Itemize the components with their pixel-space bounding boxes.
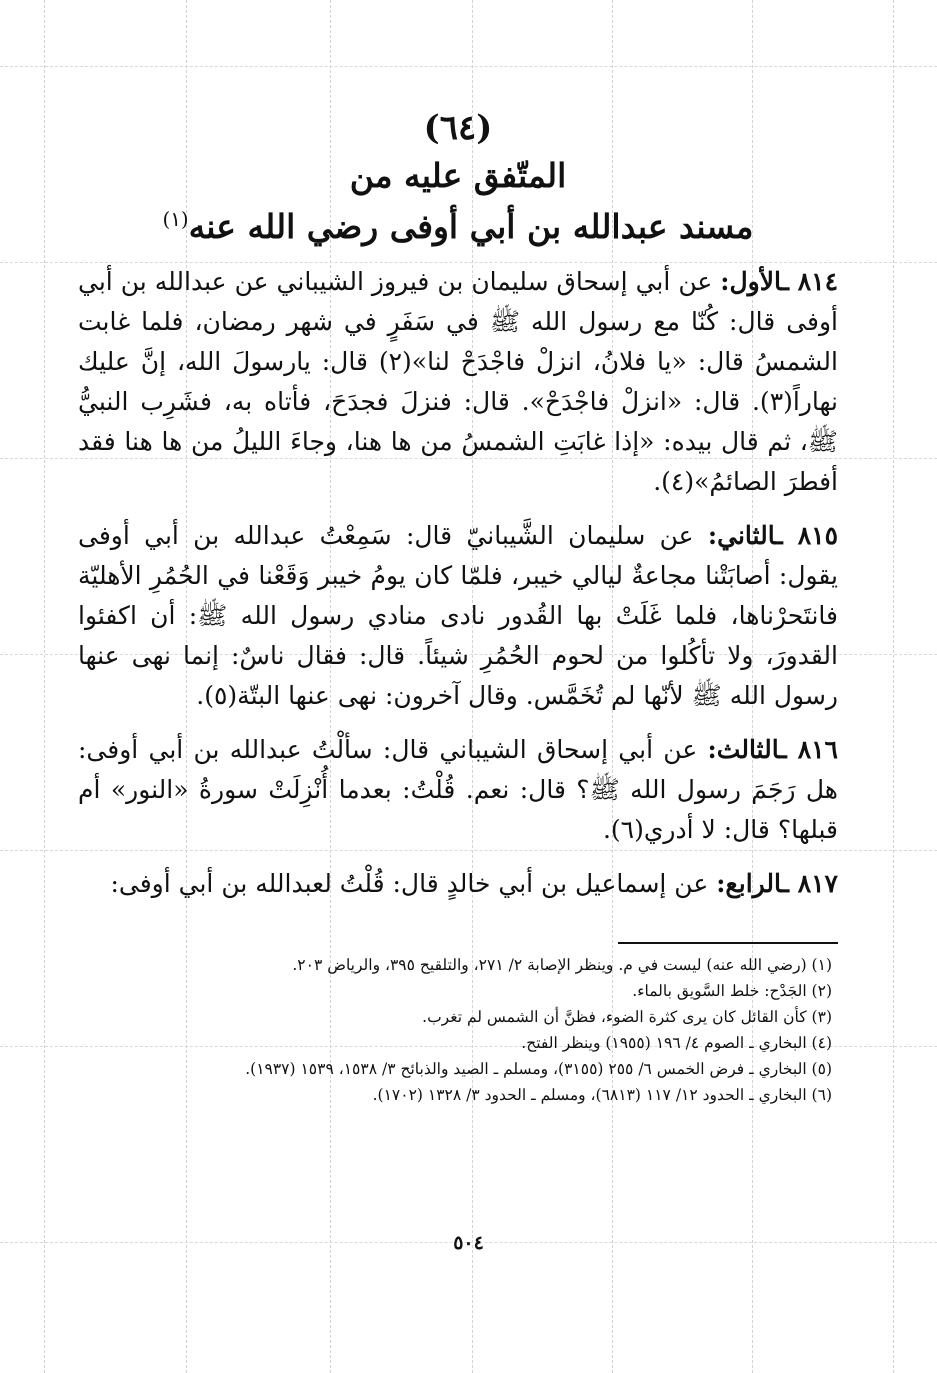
hadith-815 <box>78 516 838 716</box>
page-number: ٥٠٤ <box>453 1232 484 1254</box>
hadith-number: ٨١٦ ـ <box>779 735 838 764</box>
hadith-816 <box>78 730 838 850</box>
footnote-ref: (١) <box>162 208 189 231</box>
footnote-6: (٦) البخاري ـ الحدود ١٢/ ١١٧ (٦٨١٣)، ومسلم ـ الحدود ٣/ ١٣٢٨ (١٧٠٢). <box>372 1086 832 1104</box>
hadith-text: عن أبي إسحاق الشيباني قال: سألْتُ عبدالله بن أبي أوفى: هل رَجَمَ رسول الله ﷺ؟ قال: نعم. قُلْتُ: بعدما أُنْزِلَتْ سورةُ «النور» أم قبلها؟ قال: لا أدري(٦). <box>78 735 838 844</box>
hadith-text: عن أبي إسحاق سليمان بن فيروز الشيباني عن عبدالله بن أبي أوفى قال: كُنّا مع رسول الله ﷺ في سَفَرٍ في شهر رمضان، فلما غابت الشمسُ قال: «يا فلانُ، انزلْ فاجْدَحْ لنا»(٢) قال: يارسولَ الله، إنَّ عليك نهاراً(٣). قال: «انزلْ فاجْدَحْ». قال: فنزلَ فجدَحَ، فأتاه به، فشَرِب النبيُّ ﷺ، ثم قال بيده: «إذا غابَتِ الشمسُ من ها هنا، وجاءَ الليلُ من ها هنا فقد أفطرَ الصائمُ»(٤). <box>78 267 838 496</box>
subtitle-text: مسند عبدالله بن أبي أوفى رضي الله عنه <box>188 207 754 246</box>
footnote-divider <box>618 942 838 944</box>
hadith-label: الأول: <box>720 267 782 296</box>
guide-line <box>0 66 937 67</box>
footnote-4: (٤) البخاري ـ الصوم ٤/ ١٩٦ (١٩٥٥) وينظر الفتح. <box>521 1034 832 1052</box>
hadith-number: ٨١٥ ـ <box>775 521 839 550</box>
hadith-text: عن سليمان الشَّيبانيّ قال: سَمِعْتُ عبدالله بن أبي أوفى يقول: أصابَتْنا مجاعةٌ ليالي خيبر، فلمّا كان يومُ خيبر وَقَعْنا في الحُمُرِ الأهليّة فانتَحرْناها، فلما غَلَتْ بها القُدور نادى منادي رسول الله ﷺ: أن اكفئوا القدورَ، ولا تأكُلوا من لحوم الحُمُرِ شيئاً. قال: فقال ناسٌ: إنما نهى عنها رسول الله ﷺ لأنّها لم تُخَمَّس. وقال آخرون: نهى عنها البتّة(٥). <box>78 521 838 710</box>
hadith-text: عن إسماعيل بن أبي خالدٍ قال: قُلْتُ لعبدالله بن أبي أوفى: <box>110 869 717 898</box>
chapter-number: (٦٤) <box>423 108 493 148</box>
section-subtitle <box>78 207 838 246</box>
footnote-1: (١) (رضي الله عنه) ليست في م. وينظر الإصابة ٢/ ٢٧١، والتلقيح ٣٩٥، والرياض ٢٠٣. <box>292 956 832 974</box>
guide-line <box>44 0 45 1373</box>
footnotes <box>78 952 838 1108</box>
footnote-5: (٥) البخاري ـ فرض الخمس ٦/ ٢٥٥ (٣١٥٥)، ومسلم ـ الصيد والذبائح ٣/ ١٥٣٨، ١٥٣٩ (١٩٣٧). <box>245 1060 832 1078</box>
hadith-number: ٨١٤ ـ <box>781 267 839 296</box>
footnote-2: (٢) الجَدْح: خلط السَّويق بالماء. <box>632 982 832 1000</box>
section-title: المتّفق عليه من <box>349 156 567 195</box>
hadith-817 <box>78 864 838 904</box>
hadith-814 <box>78 262 838 502</box>
guide-line <box>893 0 894 1373</box>
footnote-3: (٣) كأن القائل كان يرى كثرة الضوء، فظنَّ أن الشمس لم تغرب. <box>422 1008 832 1026</box>
page-content <box>78 108 838 1108</box>
hadith-number: ٨١٧ ـ <box>781 869 838 898</box>
hadith-label: الثالث: <box>707 735 780 764</box>
hadith-label: الثاني: <box>707 521 776 550</box>
hadith-label: الرابع: <box>716 869 782 898</box>
